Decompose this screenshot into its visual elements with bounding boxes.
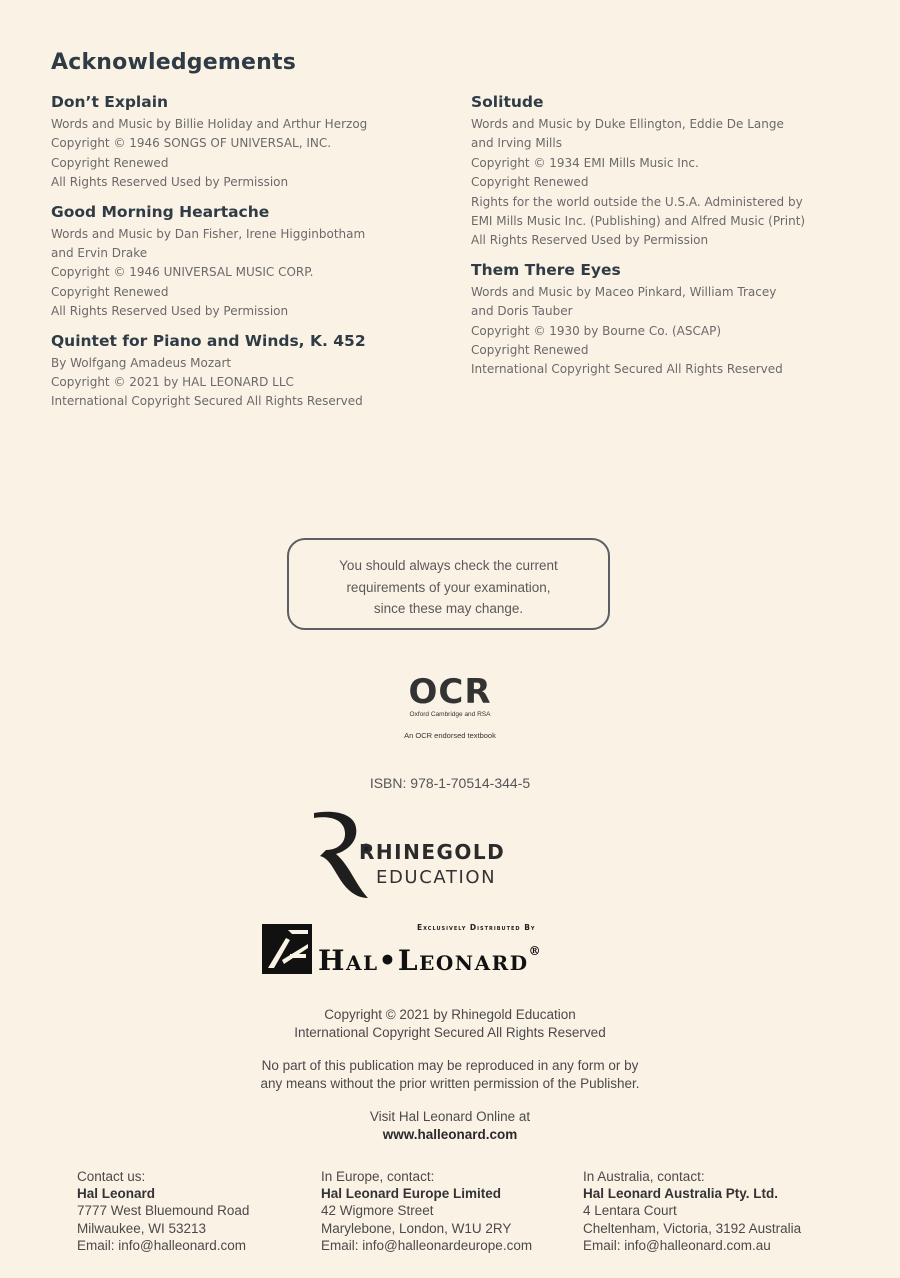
ack-entry-line: Copyright Renewed [51, 284, 169, 299]
ack-entry-title: Good Morning Heartache [51, 202, 270, 221]
ack-entry-line: All Rights Reserved Used by Permission [471, 233, 709, 248]
contact-address: 42 Wigmore Street [321, 1203, 434, 1219]
ack-entry-line: By Wolfgang Amadeus Mozart [51, 355, 232, 370]
contact-heading: In Australia, contact: [583, 1169, 705, 1184]
ack-entry-line: Words and Music by Maceo Pinkard, William Tracey [471, 284, 777, 299]
contact-heading: Contact us: [77, 1169, 146, 1184]
visit-block [0, 1108, 900, 1143]
contact-company: Hal Leonard Australia Pty. Ltd. [583, 1186, 779, 1202]
ack-entry-line: and Ervin Drake [51, 246, 148, 261]
contact-heading: In Europe, contact: [321, 1169, 435, 1184]
ack-entry [471, 92, 871, 251]
ack-entry [51, 331, 451, 412]
ack-entry-line: Words and Music by Dan Fisher, Irene Higginbotham [51, 226, 366, 241]
ack-entry-title: Don’t Explain [51, 93, 169, 111]
ack-entry-title: Them There Eyes [471, 260, 621, 279]
contact-company: Hal Leonard [77, 1186, 156, 1202]
copyright-line: International Copyright Secured All Rights Reserved [294, 1024, 606, 1040]
ack-entry-line: Rights for the world outside the U.S.A. Administered by [471, 194, 803, 209]
ack-entry-line: Words and Music by Billie Holiday and Arthur Herzog [51, 117, 368, 131]
ack-entry-line: Copyright Renewed [51, 155, 169, 170]
hal-leonard-wordmark [318, 944, 542, 977]
hal-leonard-logo-icon [262, 924, 312, 974]
ocr-endorsed-text: An OCR endorsed textbook [404, 731, 496, 740]
ack-entry-line: All Rights Reserved Used by Permission [51, 304, 289, 319]
ocr-logo-subtitle: Oxford Cambridge and RSA [409, 711, 491, 718]
ack-entry-line: Copyright © 1930 by Bourne Co. (ASCAP) [471, 323, 722, 338]
acknowledgements-right-column [471, 92, 871, 389]
ack-entry-line: International Copyright Secured All Rights Reserved [471, 362, 783, 377]
ack-entry-line: All Rights Reserved Used by Permission [51, 175, 289, 190]
copyright-block [0, 1006, 900, 1041]
ack-entry-line: and Irving Mills [471, 136, 562, 151]
contact-address: Cheltenham, Victoria, 3192 Australia [583, 1220, 802, 1236]
contact-address: 4 Lentara Court [583, 1203, 677, 1219]
ack-entry-title: Solitude [471, 93, 544, 111]
rhinegold-education: EDUCATION [376, 867, 497, 888]
notice-line: You should always check the current [339, 558, 558, 573]
contact-australia [583, 1168, 801, 1254]
registered-mark: ® [528, 944, 543, 958]
contact-address: Milwaukee, WI 53213 [77, 1220, 207, 1236]
notice-line: since these may change. [373, 601, 524, 616]
acknowledgements-left-column [51, 92, 451, 421]
ack-entry [471, 260, 871, 380]
legal-line: any means without the prior written permission of the Publisher. [260, 1075, 640, 1091]
legal-line: No part of this publication may be reproduced in any form or by [261, 1058, 639, 1073]
ack-entry [51, 202, 451, 322]
ack-entry-line: Copyright Renewed [471, 343, 589, 358]
contact-europe [321, 1168, 532, 1254]
visit-line: Visit Hal Leonard Online at [369, 1109, 531, 1124]
ack-entry-title: Quintet for Piano and Winds, K. 452 [51, 331, 366, 350]
legal-notice [0, 1057, 900, 1092]
ack-entry-line: Words and Music by Duke Ellington, Eddie De Lange [471, 117, 784, 131]
ack-entry-line: Copyright © 1934 EMI Mills Music Inc. [471, 155, 699, 170]
contact-email[interactable]: Email: info@halleonard.com.au [583, 1237, 771, 1253]
contact-email[interactable]: Email: info@halleonard.com [77, 1237, 247, 1253]
ocr-logo [388, 674, 512, 719]
contact-address: 7777 West Bluemound Road [77, 1203, 250, 1219]
ack-entry-line: EMI Mills Music Inc. (Publishing) and Alfred Music (Print) [471, 214, 806, 229]
website-link[interactable]: www.halleonard.com [382, 1126, 518, 1142]
ack-entry-line: Copyright Renewed [471, 175, 589, 190]
copyright-line: Copyright © 2021 by Rhinegold Education [324, 1007, 576, 1022]
ack-entry-line: Copyright © 1946 UNIVERSAL MUSIC CORP. [51, 265, 314, 280]
rhinegold-name: RHINEGOLD [359, 840, 506, 864]
ack-entry-line: and Doris Tauber [471, 304, 573, 319]
distributor-label: Exclusively Distributed By [417, 923, 536, 932]
hal-leonard-name: Hal•Leonard [318, 944, 529, 977]
ack-entry-line: International Copyright Secured All Rights Reserved [51, 394, 363, 409]
contact-us [77, 1168, 249, 1254]
ack-entry-line: Copyright © 1946 SONGS OF UNIVERSAL, INC. [51, 136, 332, 151]
notice-line: requirements of your examination, [346, 579, 551, 595]
exam-notice-box [287, 538, 610, 630]
isbn: ISBN: 978-1-70514-344-5 [369, 775, 531, 791]
contact-company: Hal Leonard Europe Limited [321, 1186, 502, 1202]
contact-email[interactable]: Email: info@halleonardeurope.com [321, 1237, 533, 1253]
contact-address: Marylebone, London, W1U 2RY [321, 1220, 512, 1236]
acknowledgements-title: Acknowledgements [51, 50, 296, 75]
ack-entry-line: Copyright © 2021 by HAL LEONARD LLC [51, 375, 294, 390]
ack-entry [51, 92, 451, 193]
ocr-logo-mark: OCR [408, 672, 492, 712]
